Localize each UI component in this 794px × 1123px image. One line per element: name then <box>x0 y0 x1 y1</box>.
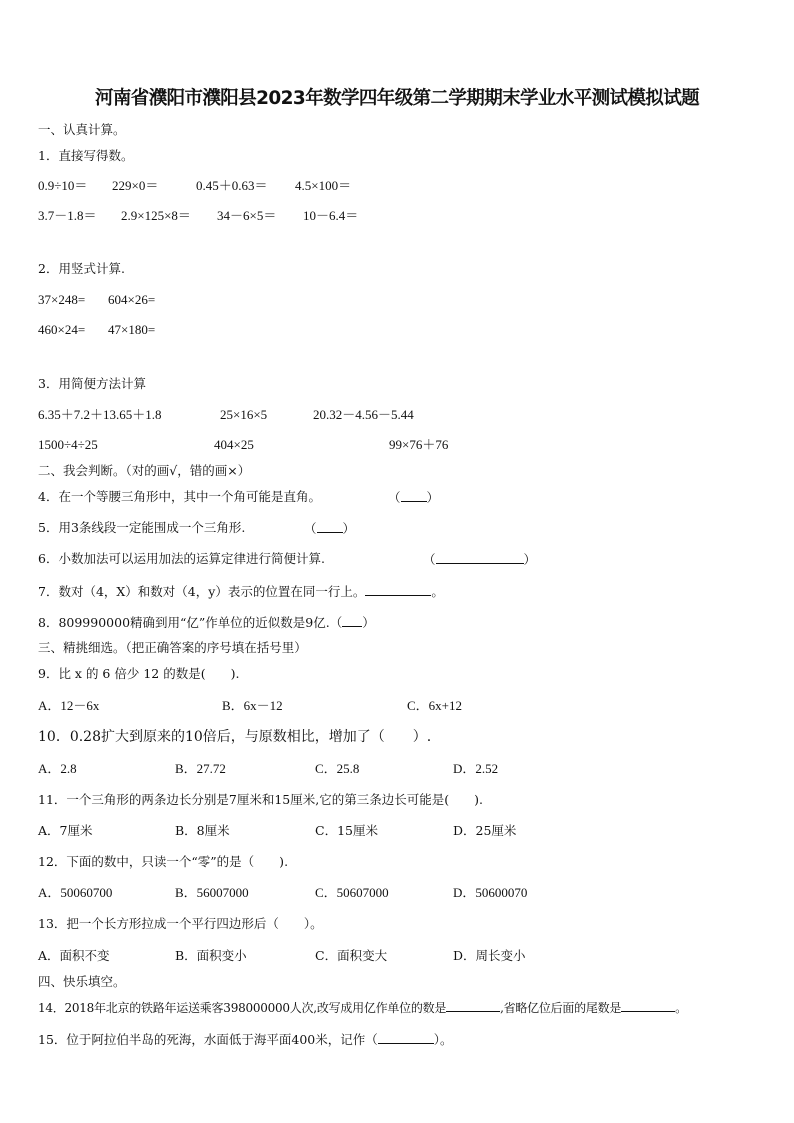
q5-blank[interactable] <box>317 520 343 533</box>
q1-item: 4.5×100＝ <box>295 178 352 193</box>
q1-item: 3.7－1.8＝ <box>38 208 97 223</box>
q4-text: 4．在一个等腰三角形中，其中一个角可能是直角。 <box>38 489 321 504</box>
q2-item: 37×248= <box>38 292 86 307</box>
q10-option-a: A．2.8 <box>38 761 77 776</box>
q7-text: 7．数对（4，X）和数对（4，y）表示的位置在同一行上。 <box>38 584 366 599</box>
q3-item: 99×76＋76 <box>389 437 449 452</box>
q5-text: 5．用3条线段一定能围成一个三角形. <box>38 520 246 535</box>
q12-option-d: D．50600070 <box>453 885 528 900</box>
q5-answer <box>304 520 355 537</box>
q12-option-a: A．50060700 <box>38 885 113 900</box>
q9-text: 9．比 x 的 6 倍少 12 的数是( ). <box>38 666 240 681</box>
q11-option-c: C．15厘米 <box>315 823 378 838</box>
q2-item: 604×26= <box>108 292 156 307</box>
q4-blank[interactable] <box>401 489 427 502</box>
q8-blank[interactable] <box>342 614 362 627</box>
q1-item: 2.9×125×8＝ <box>121 208 191 223</box>
q1-item: 0.9÷10＝ <box>38 178 88 193</box>
q1-label: 1．直接写得数。 <box>38 148 134 163</box>
q3-item: 1500÷4÷25 <box>38 437 98 452</box>
q6-blank[interactable] <box>436 551 524 564</box>
q15-end: ）。 <box>433 1032 453 1047</box>
section-2-heading: 二、我会判断。（对的画√，错的画×） <box>38 463 251 478</box>
q12-option-b: B．56007000 <box>175 885 249 900</box>
q7-blank[interactable] <box>365 583 431 596</box>
q15-line <box>38 1031 453 1048</box>
q12-text: 12．下面的数中，只读一个“零”的是（ ). <box>38 854 289 869</box>
q3-item: 404×25 <box>214 437 254 452</box>
q5-open: （ <box>304 521 317 536</box>
q11-text: 11．一个三角形的两条边长分别是7厘米和15厘米,它的第三条边长可能是( ). <box>38 792 483 807</box>
q14-blank-2[interactable] <box>621 999 675 1012</box>
q11-option-d: D．25厘米 <box>453 823 517 838</box>
page-title: 河南省濮阳市濮阳县2023年数学四年级第二学期期末学业水平测试模拟试题 <box>95 88 699 109</box>
q8-open: （ <box>329 615 343 630</box>
q11-option-a: A．7厘米 <box>38 823 93 838</box>
q8-close: ） <box>362 615 375 630</box>
q8-line <box>38 614 375 631</box>
q14-line <box>38 999 687 1016</box>
q1-item: 10－6.4＝ <box>303 208 359 223</box>
q1-item: 229×0＝ <box>112 178 159 193</box>
q2-item: 47×180= <box>108 322 156 337</box>
q10-option-d: D．2.52 <box>453 761 499 776</box>
q9-option-c: C．6x+12 <box>407 698 463 713</box>
q4-close: ） <box>426 490 440 505</box>
q14-part1: 14．2018年北京的铁路年运送乘客398000000人次,改写成用亿作单位的数是 <box>38 1001 447 1015</box>
q4-answer <box>388 489 439 506</box>
q1-item: 34－6×5＝ <box>217 208 277 223</box>
q2-label: 2．用竖式计算. <box>38 261 125 276</box>
q13-option-c: C．面积变大 <box>315 948 388 963</box>
q3-item: 6.35＋7.2＋13.65＋1.8 <box>38 407 162 422</box>
q11-option-b: B．8厘米 <box>175 823 230 838</box>
q5-close: ） <box>342 521 356 536</box>
q10-option-c: C．25.8 <box>315 761 360 776</box>
q8-text: 8．809990000精确到用“亿”作单位的近似数是9亿. <box>38 615 330 630</box>
q10-text: 10．0.28扩大到原来的10倍后，与原数相比，增加了（ ）. <box>38 729 432 745</box>
q3-label: 3．用简便方法计算 <box>38 376 146 391</box>
section-1-heading: 一、认真计算。 <box>38 122 126 137</box>
section-4-heading: 四、快乐填空。 <box>38 974 126 989</box>
q12-option-c: C．50607000 <box>315 885 389 900</box>
q14-part2: ,省略亿位后面的尾数是 <box>500 1001 622 1015</box>
q3-item: 25×16×5 <box>220 407 268 422</box>
q13-text: 13．把一个长方形拉成一个平行四边形后（ ）。 <box>38 916 323 931</box>
q14-end: 。 <box>675 1001 687 1015</box>
q6-open: （ <box>423 552 436 567</box>
q1-item: 0.45＋0.63＝ <box>196 178 268 193</box>
q2-item: 460×24= <box>38 322 86 337</box>
q13-option-d: D．周长变小 <box>453 948 526 963</box>
q6-answer <box>423 551 536 568</box>
q13-option-b: B．面积变小 <box>175 948 247 963</box>
q6-text: 6．小数加法可以运用加法的运算定律进行简便计算. <box>38 551 325 566</box>
q13-option-a: A．面积不变 <box>38 948 110 963</box>
q15-blank[interactable] <box>378 1031 434 1044</box>
q6-close: ） <box>523 552 537 567</box>
q9-option-a: A．12－6x <box>38 698 100 713</box>
q10-option-b: B．27.72 <box>175 761 226 776</box>
q7-end: 。 <box>431 584 444 599</box>
q7-line <box>38 583 444 600</box>
section-3-heading: 三、精挑细选。（把正确答案的序号填在括号里） <box>38 640 307 655</box>
q14-blank-1[interactable] <box>446 999 500 1012</box>
q9-option-b: B．6x－12 <box>222 698 283 713</box>
q15-text: 15．位于阿拉伯半岛的死海，水面低于海平面400米，记作（ <box>38 1032 378 1047</box>
q3-item: 20.32－4.56－5.44 <box>313 407 414 422</box>
q4-open: （ <box>388 490 401 505</box>
